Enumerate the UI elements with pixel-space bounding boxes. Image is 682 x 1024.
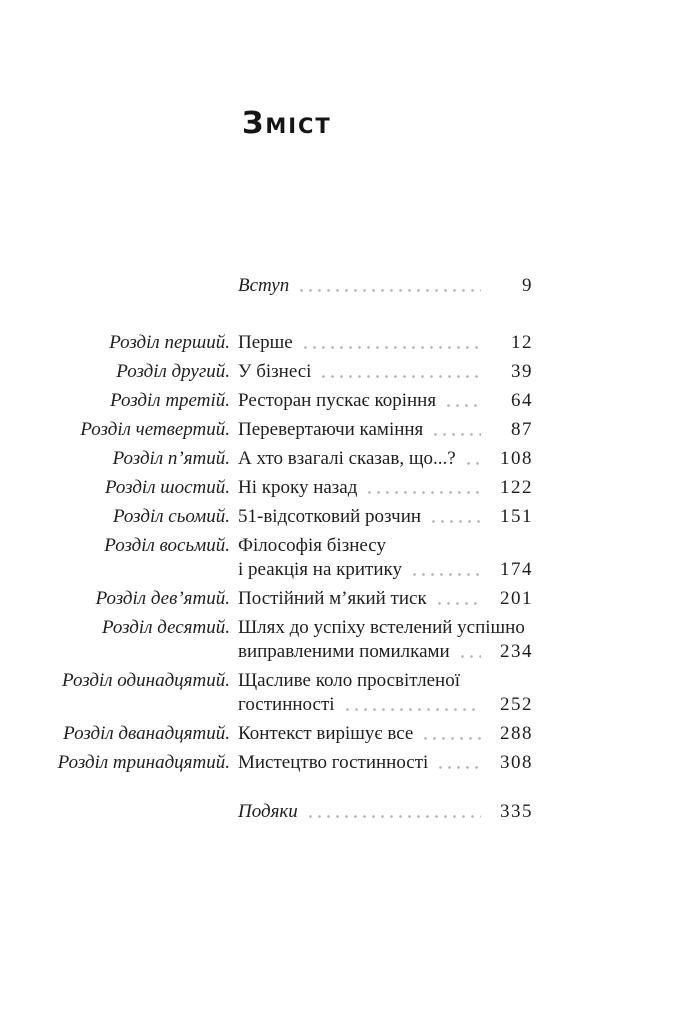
chapter-label-text: Розділ четвертий. bbox=[80, 419, 230, 440]
chapter-label-text: Розділ восьмий. bbox=[104, 535, 230, 556]
chapter-label-text: Розділ перший. bbox=[109, 332, 230, 353]
entry-main bbox=[238, 722, 533, 746]
chapter-title: виправленими помилками bbox=[238, 641, 450, 662]
chapter-label bbox=[72, 587, 238, 611]
entry-line bbox=[238, 669, 533, 693]
entry-line bbox=[238, 800, 533, 824]
chapter-label bbox=[72, 418, 238, 442]
chapter-title: У бізнесі bbox=[238, 361, 312, 382]
chapter-label-text: Розділ десятий. bbox=[101, 617, 230, 638]
entry-main bbox=[238, 274, 533, 298]
dotted-leader bbox=[343, 708, 481, 711]
page-number: 108 bbox=[500, 448, 533, 469]
entry-line bbox=[238, 693, 533, 717]
entry-main bbox=[238, 669, 533, 717]
entry-main bbox=[238, 447, 533, 471]
chapter-label bbox=[72, 447, 238, 471]
dotted-leader bbox=[429, 520, 481, 523]
dotted-leader bbox=[458, 655, 481, 658]
chapter-title: Перевертаючи каміння bbox=[238, 419, 424, 440]
page-number: 64 bbox=[511, 390, 533, 411]
page-number: 201 bbox=[500, 588, 533, 609]
page-number: 288 bbox=[500, 723, 533, 744]
toc-intro-row bbox=[72, 274, 533, 298]
chapter-title: Контекст вирішує все bbox=[238, 723, 414, 744]
chapter-label bbox=[72, 505, 238, 529]
dotted-leader bbox=[436, 766, 481, 769]
toc-chapter-row bbox=[72, 616, 533, 664]
page-number: 308 bbox=[500, 752, 533, 773]
chapter-title: Перше bbox=[238, 332, 293, 353]
entry-line bbox=[238, 389, 533, 413]
chapter-label-text: Розділ третій. bbox=[110, 390, 230, 411]
dotted-leader bbox=[297, 289, 481, 292]
dotted-leader bbox=[421, 737, 481, 740]
chapter-title: і реакція на критику bbox=[238, 559, 402, 580]
section-title: Вступ bbox=[238, 275, 290, 296]
chapter-label bbox=[72, 616, 238, 664]
page-number: 335 bbox=[500, 801, 533, 822]
chapter-title: Щасливе коло просвітленої bbox=[238, 670, 460, 691]
chapter-label bbox=[72, 534, 238, 582]
entry-line bbox=[238, 505, 533, 529]
chapter-label-text: Розділ одинадцятий. bbox=[62, 670, 230, 691]
toc-acknowledgements-row bbox=[72, 800, 533, 824]
entry-line bbox=[238, 418, 533, 442]
entry-main bbox=[238, 360, 533, 384]
dotted-leader bbox=[306, 815, 481, 818]
page-number: 174 bbox=[500, 559, 533, 580]
chapter-title: Філософія бізнесу bbox=[238, 535, 386, 556]
chapter-label bbox=[72, 274, 238, 298]
chapter-title: Шлях до успіху встелений успішно bbox=[238, 617, 525, 638]
entry-main bbox=[238, 587, 533, 611]
toc-chapter-row bbox=[63, 722, 533, 746]
entry-main bbox=[238, 331, 533, 355]
toc-chapter-row bbox=[72, 587, 533, 611]
chapter-label bbox=[57, 751, 238, 775]
chapter-label-text: Розділ другий. bbox=[116, 361, 230, 382]
chapter-title: Постійний м’який тиск bbox=[238, 588, 427, 609]
page-number: 252 bbox=[500, 694, 533, 715]
entry-main bbox=[238, 616, 533, 664]
dotted-leader bbox=[410, 573, 481, 576]
chapter-title: Ресторан пускає коріння bbox=[238, 390, 437, 411]
chapter-label bbox=[72, 476, 238, 500]
section-title: Подяки bbox=[238, 801, 298, 822]
toc-chapter-row bbox=[72, 389, 533, 413]
page-number: 87 bbox=[511, 419, 533, 440]
page-number: 122 bbox=[500, 477, 533, 498]
chapter-title: А хто взагалі сказав, що...? bbox=[238, 448, 456, 469]
entry-line bbox=[238, 274, 533, 298]
chapter-label-text: Розділ п’ятий. bbox=[112, 448, 230, 469]
entry-line bbox=[238, 640, 533, 664]
chapter-label bbox=[63, 722, 238, 746]
toc-chapter-row bbox=[72, 505, 533, 529]
chapter-label-text: Розділ тринадцятий. bbox=[57, 752, 230, 773]
chapter-title: Мистецтво гостинності bbox=[238, 752, 429, 773]
toc-chapter-row bbox=[72, 360, 533, 384]
chapter-title: гостинності bbox=[238, 694, 335, 715]
chapter-label bbox=[72, 800, 238, 824]
entry-line bbox=[238, 751, 533, 775]
entry-main bbox=[238, 389, 533, 413]
dotted-leader bbox=[435, 602, 481, 605]
entry-line bbox=[238, 331, 533, 355]
entry-line bbox=[238, 447, 533, 471]
page-number: 151 bbox=[500, 506, 533, 527]
entry-line bbox=[238, 534, 533, 558]
entry-line bbox=[238, 476, 533, 500]
dotted-leader bbox=[301, 346, 481, 349]
chapter-label bbox=[72, 331, 238, 355]
toc-chapter-row bbox=[72, 476, 533, 500]
dotted-leader bbox=[444, 404, 481, 407]
toc-chapter-row bbox=[62, 669, 533, 717]
entry-line bbox=[238, 616, 533, 640]
dotted-leader bbox=[365, 491, 481, 494]
chapter-label-text: Розділ дев’ятий. bbox=[95, 588, 230, 609]
chapter-label bbox=[62, 669, 238, 717]
chapter-label-text: Розділ шостий. bbox=[104, 477, 230, 498]
entry-main bbox=[238, 476, 533, 500]
chapter-title: 51-відсотковий розчин bbox=[238, 506, 422, 527]
chapter-label bbox=[72, 389, 238, 413]
entry-main bbox=[238, 505, 533, 529]
entry-line bbox=[238, 558, 533, 582]
table-of-contents bbox=[57, 274, 533, 829]
page-number: 9 bbox=[522, 275, 533, 296]
chapter-label-text: Розділ сьомий. bbox=[113, 506, 230, 527]
toc-chapter-row bbox=[72, 418, 533, 442]
dotted-leader bbox=[464, 462, 481, 465]
page-number: 39 bbox=[511, 361, 533, 382]
entry-line bbox=[238, 587, 533, 611]
dotted-leader bbox=[319, 375, 481, 378]
toc-chapter-row bbox=[72, 447, 533, 471]
chapter-title: Ні кроку назад bbox=[238, 477, 358, 498]
toc-chapter-row bbox=[72, 534, 533, 582]
chapter-label bbox=[72, 360, 238, 384]
entry-line bbox=[238, 722, 533, 746]
entry-main bbox=[238, 418, 533, 442]
entry-main bbox=[238, 800, 533, 824]
chapter-list bbox=[57, 331, 533, 775]
entry-line bbox=[238, 360, 533, 384]
page-number: 234 bbox=[500, 641, 533, 662]
entry-main bbox=[238, 751, 533, 775]
page-title: Зміст bbox=[242, 106, 332, 141]
entry-main bbox=[238, 534, 533, 582]
dotted-leader bbox=[431, 433, 481, 436]
chapter-label-text: Розділ дванадцятий. bbox=[63, 723, 230, 744]
toc-chapter-row bbox=[72, 331, 533, 355]
toc-chapter-row bbox=[57, 751, 533, 775]
page-number: 12 bbox=[511, 332, 533, 353]
